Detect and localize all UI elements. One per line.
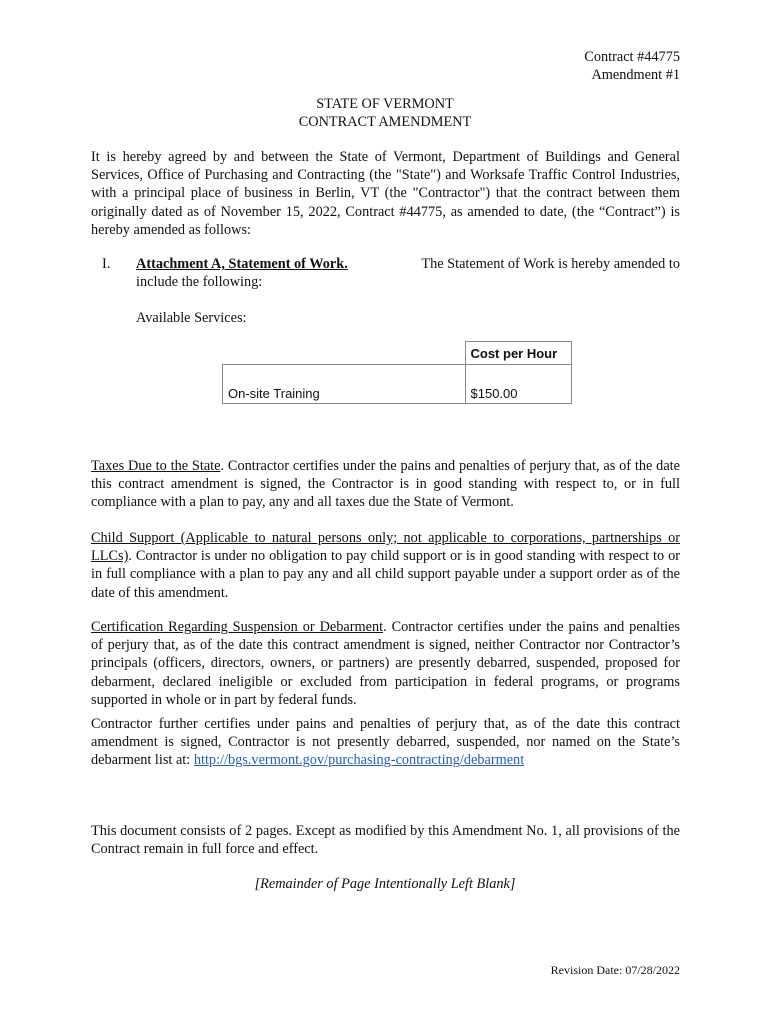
certification-heading: Certification Regarding Suspension or Debarment [91, 619, 384, 635]
section-text-cont: include the following: [136, 274, 263, 290]
service-cell: On-site Training [223, 365, 466, 404]
taxes-text: . Contractor certifies under the pains and penalties of perjury that, as of the date this contract amendment is signed, the Contractor is in good standing with respect to, or in full compliance with a plan to pay, any and all taxes due the State of Vermont. [91, 458, 680, 511]
further-cert-paragraph [91, 715, 680, 770]
title-amendment: CONTRACT AMENDMENT [298, 114, 472, 130]
child-support-paragraph [91, 529, 680, 602]
revision-date: Revision Date: 07/28/2022 [550, 963, 680, 977]
child-support-text: . Contractor is under no obligation to pay child support or is in good standing with respect to or in full compliance with a plan to pay any and all child support payable under a support order as of the date of this amendment. [91, 548, 680, 601]
cost-cell: $150.00 [465, 365, 571, 404]
table-row [223, 365, 572, 404]
title-state: STATE OF VERMONT [316, 96, 454, 112]
section-heading: Attachment A, Statement of Work. [136, 256, 348, 272]
table-header-row [223, 342, 572, 365]
taxes-heading: Taxes Due to the State [91, 458, 221, 474]
taxes-paragraph [91, 457, 680, 512]
available-services-label: Available Services: [136, 310, 247, 326]
closing-paragraph: This document consists of 2 pages. Except as modified by this Amendment No. 1, all provisions of the Contract remain in full force and effect. [91, 823, 680, 858]
certification-paragraph [91, 618, 680, 709]
child-support-heading: Child Support (Applicable to natural persons only; not applicable to corporations, partnerships or LLCs) [91, 530, 680, 565]
debarment-link[interactable]: http://bgs.vermont.gov/purchasing-contracting/debarment [193, 752, 525, 769]
intro-paragraph: It is hereby agreed by and between the State of Vermont, Department of Buildings and General Services, Office of Purchasing and Contracting (the "State") and Worksafe Traffic Control Industries, with a principal place of business in Berlin, VT (the "Contractor") that the contract between them originally dated as of November 15, 2022, Contract #44775, as amended to date, (the “Contract”) is hereby amended as follows: [91, 149, 680, 238]
cost-header-cell: Cost per Hour [465, 342, 571, 365]
section-text-right: The Statement of Work is hereby amended to [421, 256, 680, 272]
further-cert-text: Contractor further certifies under pains and penalties of perjury that, as of the date this contract amendment is signed, Contractor is not presently debarred, suspended, nor named on the State’s debarment list at: [91, 716, 680, 769]
amendment-number: Amendment #1 [591, 67, 680, 83]
section-numeral: I. [102, 256, 111, 272]
remainder-note: [Remainder of Page Intentionally Left Blank] [254, 876, 516, 892]
services-table [222, 341, 572, 404]
contract-number: Contract #44775 [584, 49, 680, 65]
certification-text: . Contractor certifies under the pains and penalties of perjury that, as of the date this contract amendment is signed, neither Contractor nor Contractor’s principals (officers, directors, owners, or partners) are presently debarred, suspended, proposed for debarment, declared ineligible or excluded from participation in federal programs, or programs supported in whole or in part by federal funds. [91, 619, 680, 708]
empty-header-cell [223, 342, 466, 365]
